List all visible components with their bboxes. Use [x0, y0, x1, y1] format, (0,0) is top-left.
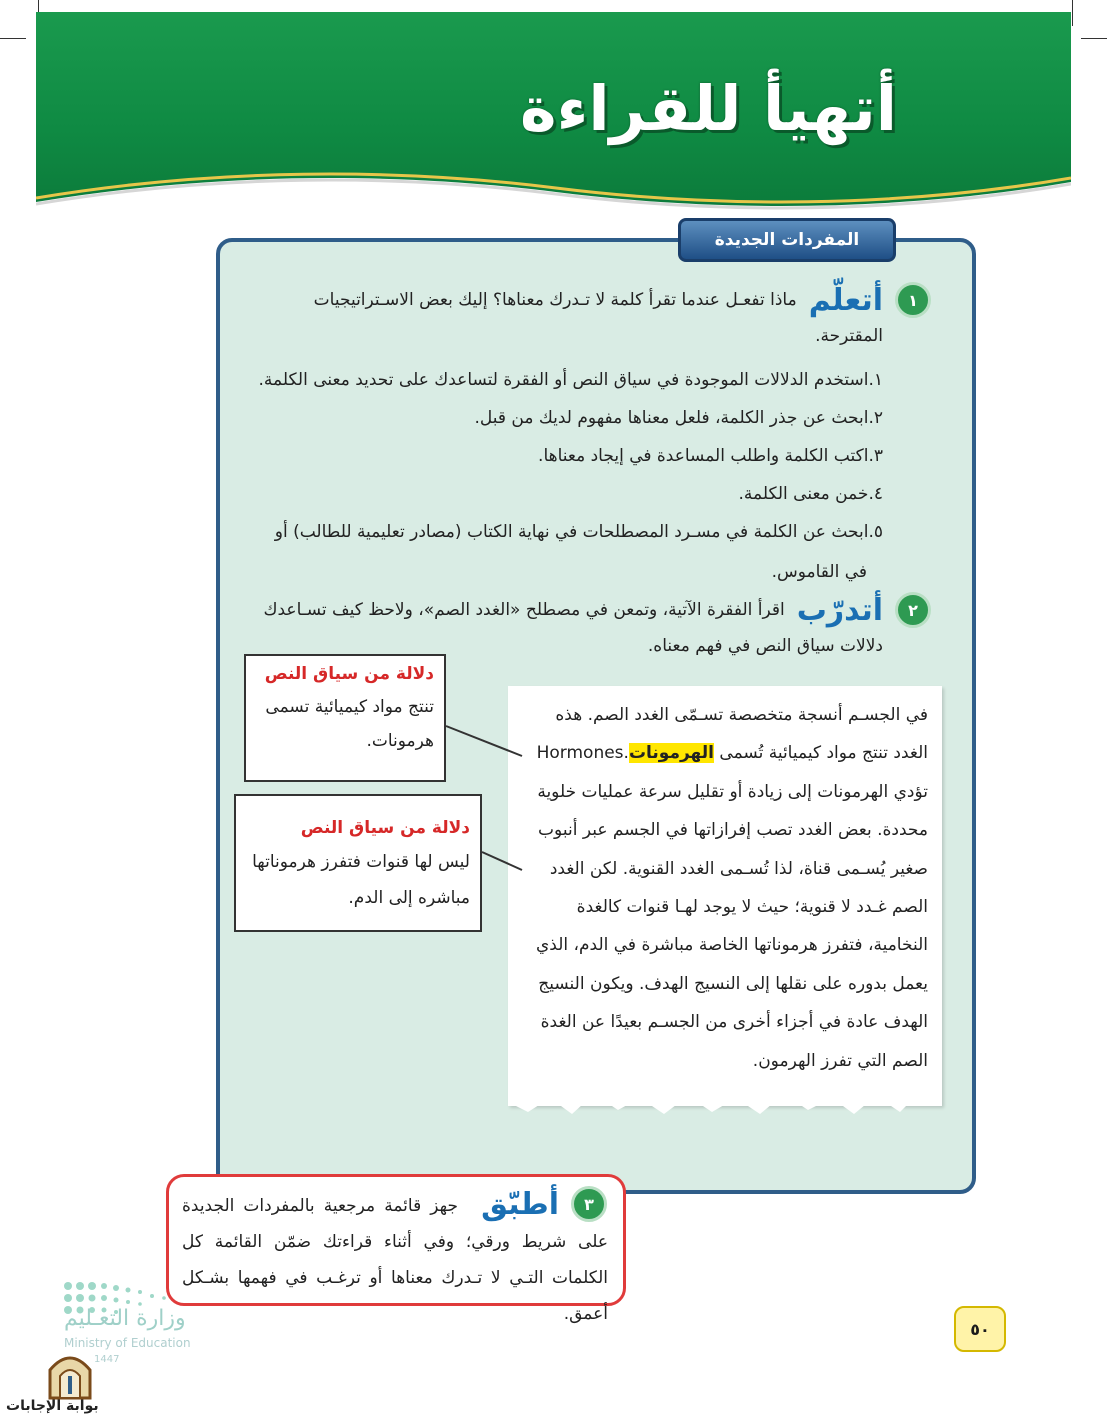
page-title: أتهيأ للقراءة — [520, 72, 897, 145]
crop-mark — [1072, 0, 1073, 26]
passage-line: محددة. بعض الغدد تصب إفرازاتها في الجسم عبر أنبوب — [538, 820, 928, 841]
torn-paper-edge — [508, 1084, 942, 1120]
strategy-item: ١.استخدم الدلالات الموجودة في سياق النص أو الفقرة لتساعدك على تحديد معنى الكلمة. — [258, 370, 883, 390]
passage-line: الصم التي تفرز الهرمون. — [752, 1050, 928, 1071]
section-learn-title: أتعلّم — [808, 282, 883, 318]
passage-line: في الجسـم أنسجة متخصصة تسـمّى الغدد الصم. هذه — [555, 705, 928, 725]
strategy-item-continued: في القاموس. — [771, 562, 867, 582]
section-apply-text — [182, 1188, 608, 1332]
section-practice-title: أتدرّب — [796, 592, 883, 628]
passage-line-part: Hormones. — [536, 743, 629, 764]
section-learn-intro: ماذا تفعـل عندما تقرأ كلمة لا تـدرك معناها؟ إليك بعض الاسـتراتيجيات — [313, 290, 797, 310]
strategy-item: ٢.ابحث عن جذر الكلمة، فلعل معناها مفهوم لديك من قبل. — [474, 408, 883, 428]
callout-title: دلالة من سياق النص — [264, 664, 434, 684]
section-learn-intro-continued: المقترحة. — [815, 326, 883, 346]
context-clue-callout — [234, 794, 482, 932]
passage-line: يعمل بدوره على نقلها إلى النسيج الهدف. ويكون النسيج — [538, 973, 928, 994]
vocabulary-tab-label: المفردات الجديدة — [678, 218, 896, 262]
watermark-label: بوابة الإجابات — [6, 1398, 99, 1414]
passage-line — [524, 734, 928, 772]
passage-line: تؤدي الهرمونات إلى زيادة أو تقليل سرعة عمليات خلوية — [537, 781, 928, 802]
ministry-year: 1447 — [94, 1354, 120, 1365]
passage-line: الهدف عادة في أجزاء أخرى من الجسـم بعيدًا عن الغدة — [540, 1012, 928, 1033]
section-learn-header — [314, 282, 931, 318]
passage-line: الصم غـدد لا قنوية؛ حيث لا يوجد لهـا قنوات كالغدة — [576, 897, 928, 918]
section-number-badge: ٢ — [895, 592, 931, 628]
strategy-item: ٣.اكتب الكلمة واطلب المساعدة في إيجاد معناها. — [538, 446, 883, 466]
ministry-name-english: Ministry of Education — [64, 1336, 191, 1350]
reading-passage-text — [524, 696, 928, 1080]
section-number-badge: ١ — [895, 282, 931, 318]
passage-line: النخامية، فتفرز هرموناتها الخاصة مباشرة في الدم، الذي — [535, 935, 928, 956]
crop-mark — [1081, 38, 1107, 39]
section-practice-instruction: اقرأ الفقرة الآتية، وتمعن في مصطلح «الغدد الصم»، ولاحظ كيف تسـاعدك — [263, 600, 785, 620]
callout-text: ليس لها قنوات فتفرز هرموناتها مباشره إلى الدم. — [252, 852, 470, 908]
banner-wave-decoration — [36, 162, 1071, 222]
ministry-name-arabic: وزارة التعـليم — [64, 1306, 186, 1331]
section-apply-title: أطبّق — [481, 1186, 559, 1222]
passage-line: صغير يُسـمى قناة، لذا تُسـمى الغدد القنوية. لكن الغدد — [549, 858, 928, 879]
page-number: ٥٠ — [954, 1306, 1006, 1352]
section-apply-body: جهز قائمة مرجعية بالمفردات الجديدة على شريط ورقي؛ وفي أثناء قراءتك ضمّن القائمة كل الكلمات التـي لا تـدرك معناها أو ترغـب في فهمها بشـكل أعمق. — [182, 1196, 608, 1324]
strategy-item: ٥.ابحث عن الكلمة في مسـرد المصطلحات في نهاية الكتاب (مصادر تعليمية للطالب) أو — [274, 522, 883, 542]
section-practice-header — [263, 592, 931, 628]
section-practice-instruction-continued: دلالات سياق النص في فهم معناه. — [647, 636, 883, 656]
passage-line-part: الغدد تنتج مواد كيميائية تُسمى — [719, 743, 928, 764]
callout-title: دلالة من سياق النص — [300, 818, 470, 838]
section-number-badge: ٣ — [571, 1186, 607, 1222]
crop-mark — [0, 38, 26, 39]
strategy-item: ٤.خمن معنى الكلمة. — [738, 484, 883, 504]
callout-text: تنتج مواد كيميائية تسمى هرمونات. — [265, 697, 434, 751]
context-clue-callout — [244, 654, 446, 782]
highlighted-term: الهرمونات — [628, 743, 714, 764]
answers-gate-emblem-icon — [46, 1350, 94, 1400]
